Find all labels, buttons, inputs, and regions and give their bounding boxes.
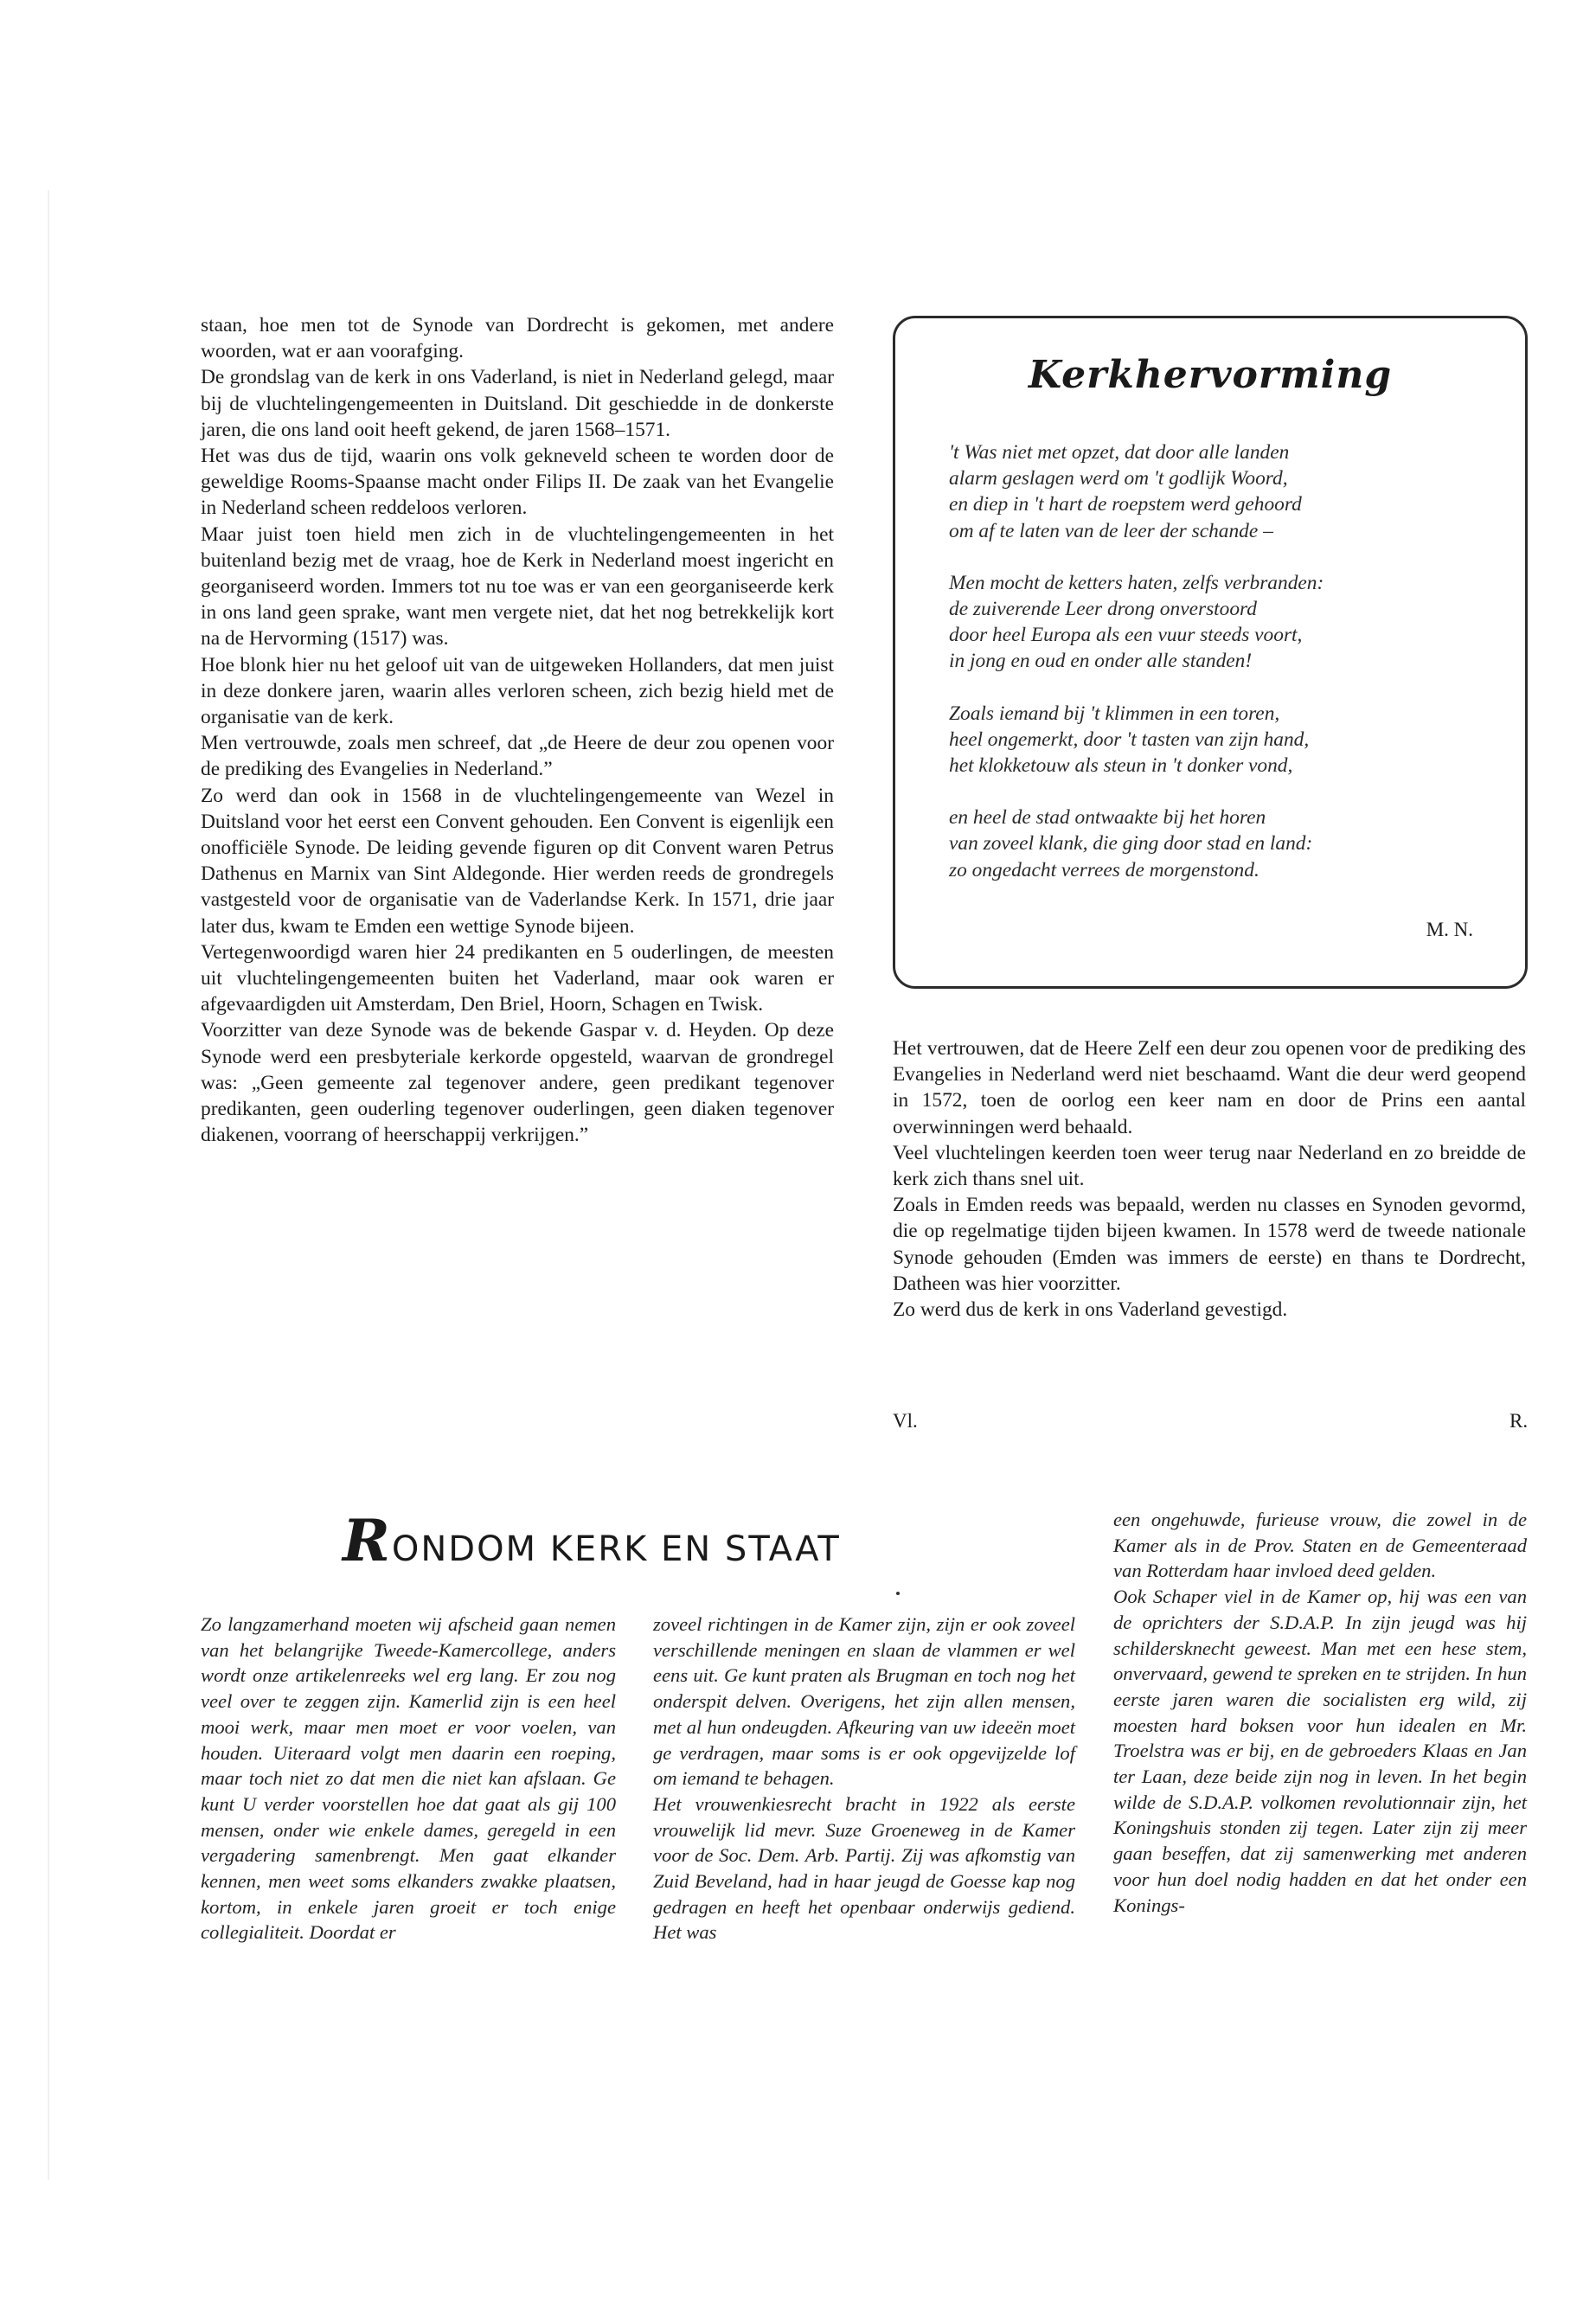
paragraph: Zo werd dus de kerk in ons Vaderland gevestigd. <box>893 1298 1288 1322</box>
poem-box <box>893 316 1528 989</box>
second-article-column-2 <box>653 1612 1075 1945</box>
divider-dot <box>896 1592 900 1595</box>
paragraph: Voorzitter van deze Synode was de bekende Gaspar v. d. Heyden. Op deze Synode werd een presbyteriale kerkorde opgesteld, waarvan de grondregel was: „Geen gemeente zal tegenover andere, geen predikant tegenover predikanten, geen ouderling tegenover ouderlingen, geen diaken tegenover diakenen, voorrang of heerschappij verkrijgen.” <box>201 1019 834 1147</box>
article-signature-left: Vl. <box>893 1410 918 1432</box>
page-edge-shadow <box>48 190 49 2180</box>
paragraph: Hoe blonk hier nu het geloof uit van de uitgeweken Hollanders, dat men juist in deze donkere jaren, waarin alles verloren scheen, zich bezig hield met de organisatie van de kerk. <box>201 653 834 729</box>
poem-body <box>949 439 1485 909</box>
paragraph: een ongehuwde, furieuse vrouw, die zowel in de Kamer als in de Prov. Staten en de Gemeenteraad van Rotterdam haar invloed deed gelden. Ook Schaper viel in de Kamer op, hij was een van de oprichters der S.D.A.P. In zijn jeugd was hij schildersknecht geweest. Man met een hese stem, onvervaard, gewend te spreken en te strijden. In hun eerste jaren waren die socialisten erg wild, zij moesten hard boksen voor hun idealen en Mr. Troelstra was er bij, en de gebroeders Klaas en Jan ter Laan, deze beide zijn nog in leven. In het begin wilde de S.D.A.P. volkomen revolutionnair zijn, het Koningshuis stonden zij tegen. Later zijn zij meer gaan beseffen, dat zij samenwerking met anderen voor hun doel nodig hadden en dat het onder een Konings- <box>1113 1509 1527 1916</box>
paragraph: Zoals in Emden reeds was bepaald, werden nu classes en Synoden gevormd, die op regelmatige tijden bijeen kwamen. In 1578 werd de tweede nationale Synode gehouden (Emden was immers de eerste) en thans te Dordrecht, Datheen was hier voorzitter. <box>893 1194 1526 1295</box>
paragraph: staan, hoe men tot de Synode van Dordrecht is gekomen, met andere woorden, wat er aan voorafging. <box>201 314 834 363</box>
second-article-column-3 <box>1113 1507 1527 1918</box>
article-signature-right: R. <box>1509 1410 1529 1432</box>
left-article-column <box>201 312 834 1149</box>
paragraph: Zo langzamerhand moeten wij afscheid gaan nemen van het belangrijke Tweede-Kamercollege, anders wordt onze artikelenreeks wel erg lang. Er zou nog veel over te zeggen zijn. Kamerlid zijn is een heel mooi werk, maar men moet er voor voelen, van houden. Uiteraard volgt men daarin een roeping, maar toch niet zo dat men die niet kan afslaan. Ge kunt U verder voorstellen hoe dat gaat als gij 100 mensen, onder wie enkele dames, geregeld in een vergadering samenbrengt. Men gaat elkander kennen, men weet soms elkanders zwakke plaatsen, kortom, in enkele jaren groeit er toch enige collegialiteit. Doordat er <box>201 1613 616 1944</box>
headline-initial: R <box>343 1507 392 1574</box>
poem-title: Kerkhervorming <box>1028 353 1393 397</box>
paragraph: De grondslag van de kerk in ons Vaderland, is niet in Nederland gelegd, maar bij de vluchtelingengemeenten in Duitsland. Dit geschiedde in de donkerste jaren, die ons land ooit heeft gekend, de jaren 1568–1571. <box>201 366 834 441</box>
poem-stanza: 't Was niet met opzet, dat door alle landen alarm geslagen werd om 't godlijk Woord, en diep in 't hart de roepstem werd gehoord om af te laten van de leer der schande – <box>949 441 1302 542</box>
paragraph: Maar juist toen hield men zich in de vluchtelingengemeenten in het buitenland bezig met de vraag, hoe de Kerk in Nederland moest ingericht en georganiseerd worden. Immers tot nu toe was er van een georganiseerde kerk in ons land geen sprake, want men vergete niet, dat het nog betrekkelijk kort na de Hervorming (1517) was. <box>201 522 834 651</box>
paragraph: Het vertrouwen, dat de Heere Zelf een deur zou openen voor de prediking des Evangelies in Nederland werd niet beschaamd. Want die deur werd geopend in 1572, toen de oorlog een keer nam en door de Prins een aantal overwinningen werd behaald. <box>893 1037 1526 1138</box>
paragraph: Vertegenwoordigd waren hier 24 predikanten en 5 ouderlingen, de meesten uit vluchtelingengemeenten buiten het Vaderland, maar ook waren er afgevaardigden uit Amsterdam, Den Briel, Hoorn, Schagen en Twisk. <box>201 940 834 1016</box>
poem-stanza: Men mocht de ketters haten, zelfs verbranden: de zuiverende Leer drong onverstoord door heel Europa als een vuur steeds voort, in jong en oud en onder alle standen! <box>949 571 1324 673</box>
right-article-column <box>893 1035 1526 1323</box>
paragraph: Zo werd dan ook in 1568 in de vluchtelingengemeente van Wezel in Duitsland voor het eerst een Convent gehouden. Een Convent is eigenlijk een onofficiële Synode. De leiding gevende figuren op dit Convent waren Petrus Dathenus en Marnix van Sint Aldegonde. Hier werden reeds de grondregels vastgesteld voor de organisatie van de Vaderlandse Kerk. In 1571, drie jaar later dus, kwam te Emden een wettige Synode bijeen. <box>201 784 834 938</box>
paragraph: Men vertrouwde, zoals men schreef, dat „de Heere de deur zou openen voor de prediking des Evangelies in Nederland.” <box>201 732 834 781</box>
article-headline <box>343 1507 905 1574</box>
paragraph: Veel vluchtelingen keerden toen weer terug naar Nederland en zo breidde de kerk zich thans snel uit. <box>893 1141 1526 1191</box>
headline-text: ONDOM KERK EN STAAT <box>391 1529 841 1569</box>
poem-signature: M. N. <box>1426 919 1473 940</box>
paragraph: Het was dus de tijd, waarin ons volk gekneveld scheen te worden door de geweldige Rooms-Spaanse macht onder Filips II. De zaak van het Evangelie in Nederland scheen reddeloos verloren. <box>201 445 834 520</box>
paragraph: zoveel richtingen in de Kamer zijn, zijn er ook zoveel verschillende meningen en slaan de vlammen er wel eens uit. Ge kunt praten als Brugman en toch nog het onderspit delven. Overigens, het zijn allen mensen, met al hun ondeugden. Afkeuring van uw ideeën moet ge verdragen, maar soms is er ook opgevijzelde lof om iemand te behagen. Het vrouwenkiesrecht bracht in 1922 als eerste vrouwelijk lid mevr. Suze Groeneweg in de Kamer voor de Soc. Dem. Arb. Partij. Zij was afkomstig van Zuid Beveland, had in haar jeugd de Goesse kap nog gedragen en heeft het openbaar onderwijs gediend. Het was <box>653 1613 1075 1944</box>
second-article-column-1 <box>201 1612 616 1945</box>
poem-stanza: Zoals iemand bij 't klimmen in een toren, heel ongemerkt, door 't tasten van zijn hand, het klokketouw als steun in 't donker vond, <box>949 702 1310 778</box>
poem-stanza: en heel de stad ontwaakte bij het horen van zoveel klank, die ging door stad en land: zo ongedacht verrees de morgenstond. <box>949 806 1313 881</box>
